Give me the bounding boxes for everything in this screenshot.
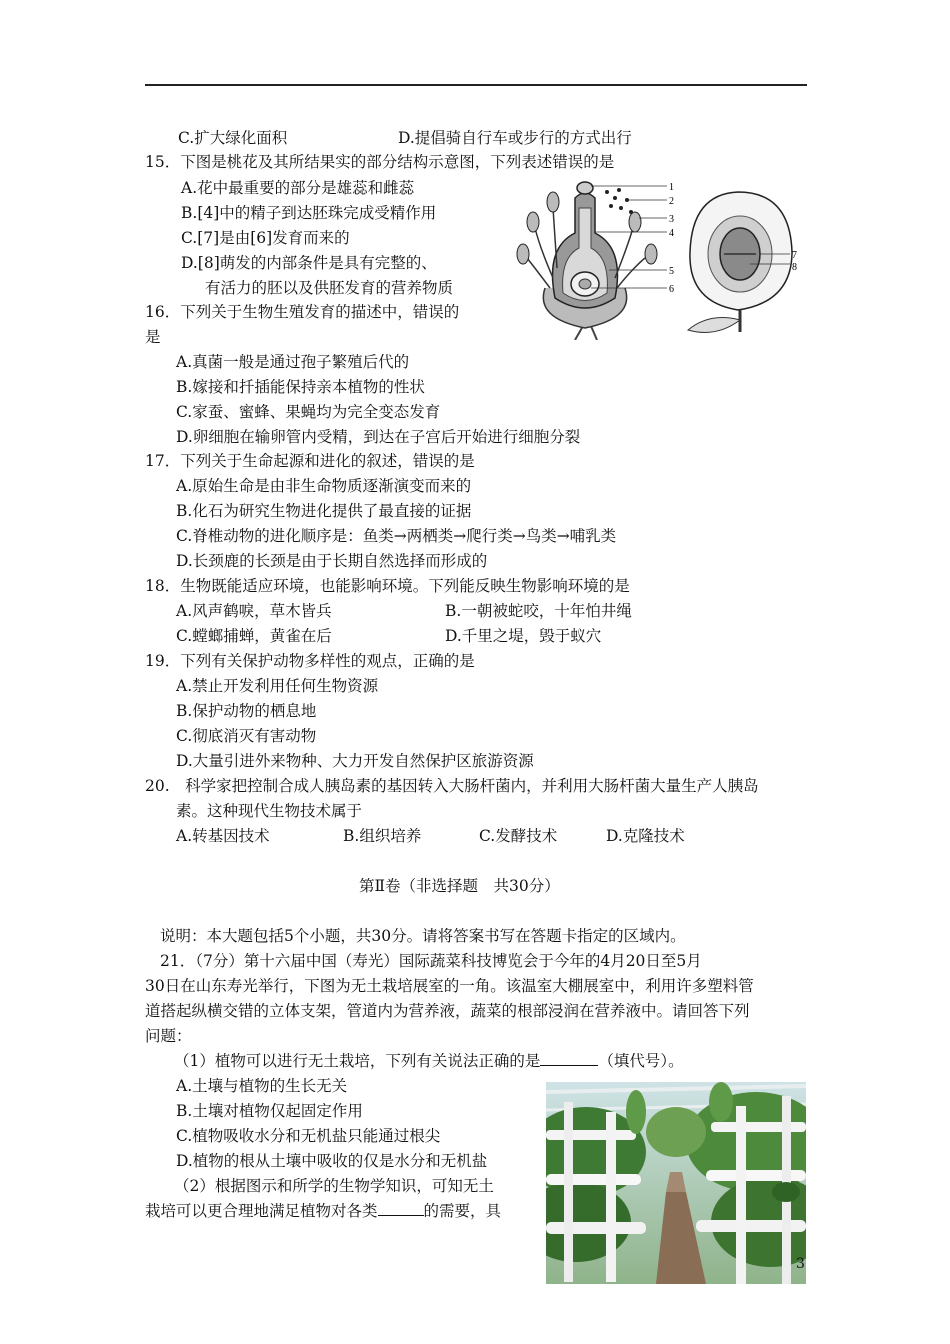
label-8: 8 — [792, 262, 797, 273]
q21-intro-line4: 问题： — [145, 1027, 192, 1045]
q21-part1-blank — [540, 1051, 598, 1066]
q21-part1-text-before: （1）植物可以进行无土栽培，下列有关说法正确的是 — [174, 1052, 541, 1070]
q17-option-a: A.原始生命是由非生命物质逐渐演变而来的 — [176, 477, 472, 495]
page-number: 3 — [796, 1256, 805, 1272]
q16-option-b: B.嫁接和扦插能保持亲本植物的性状 — [176, 378, 425, 396]
q19-stem: 19．下列有关保护动物多样性的观点，正确的是 — [145, 652, 475, 670]
q16-stem: 16．下列关于生物生殖发育的描述中，错误的 — [145, 303, 460, 321]
greenhouse-photo — [546, 1082, 806, 1284]
label-4: 4 — [669, 228, 674, 239]
label-1: 1 — [669, 182, 674, 193]
q19-option-b: B.保护动物的栖息地 — [176, 702, 317, 720]
q21-part2-line2 — [145, 1201, 501, 1221]
q15-option-a: A.花中最重要的部分是雄蕊和雌蕊 — [181, 179, 415, 197]
label-3: 3 — [669, 214, 674, 225]
q21-part2-blank — [378, 1201, 424, 1216]
peach-fruit-diagram — [680, 182, 810, 338]
q16-option-a: A.真菌一般是通过孢子繁殖后代的 — [176, 353, 410, 371]
section-2-note: 说明：本大题包括5个小题，共30分。请将答案书写在答题卡指定的区域内。 — [160, 927, 686, 945]
q15-option-c: C.[7]是由[6]发育而来的 — [181, 229, 350, 247]
q21-part1-option-c: C.植物吸收水分和无机盐只能通过根尖 — [176, 1127, 441, 1145]
q21-intro-line2: 30日在山东寿光举行，下图为无土栽培展室的一角。该温室大棚展室中，利用许多塑料管 — [145, 977, 754, 995]
q21-intro-line1: 21．（7分）第十六届中国（寿光）国际蔬菜科技博览会于今年的4月20日至5月 — [160, 952, 702, 970]
q16-stem-cont: 是 — [145, 328, 161, 346]
q19-option-d: D.大量引进外来物种、大力开发自然保护区旅游资源 — [176, 752, 534, 770]
q21-part1-option-b: B.土壤对植物仅起固定作用 — [176, 1102, 363, 1120]
q20-stem-line2: 素。这种现代生物技术属于 — [176, 802, 363, 820]
section-2-title: 第Ⅱ卷（非选择题 共30分） — [359, 877, 560, 895]
q20-stem-line1: 20. 科学家把控制合成人胰岛素的基因转入大肠杆菌内，并利用大肠杆菌大量生产人胰岛 — [145, 777, 759, 795]
peach-flower-diagram — [505, 178, 685, 340]
q21-part2-line1: （2）根据图示和所学的生物学知识，可知无土 — [174, 1177, 494, 1195]
q21-intro-line3: 道搭起纵横交错的立体支架，管道内为营养液，蔬菜的根部浸润在营养液中。请回答下列 — [145, 1002, 750, 1020]
q21-part2-text-after: 的需要，具 — [423, 1202, 502, 1220]
q20-option-c: C.发酵技术 — [479, 827, 558, 845]
label-6: 6 — [669, 284, 674, 295]
header-rule — [145, 84, 807, 86]
q21-part1-text-after: （填代号）。 — [598, 1052, 684, 1070]
label-2: 2 — [669, 196, 674, 207]
q19-option-a: A.禁止开发利用任何生物资源 — [176, 677, 379, 695]
q21-part1-option-a: A.土壤与植物的生长无关 — [176, 1077, 348, 1095]
q18-option-d: D.千里之堤，毁于蚁穴 — [445, 627, 602, 645]
q18-stem: 18．生物既能适应环境，也能影响环境。下列能反映生物影响环境的是 — [145, 577, 630, 595]
label-7: 7 — [792, 250, 797, 261]
q20-option-a: A.转基因技术 — [176, 827, 270, 845]
q16-option-c: C.家蚕、蜜蜂、果蝇均为完全变态发育 — [176, 403, 441, 421]
q14-option-d: D.提倡骑自行车或步行的方式出行 — [398, 129, 632, 147]
q18-option-c: C.螳螂捕蝉，黄雀在后 — [176, 627, 332, 645]
q21-part1-option-d: D.植物的根从土壤中吸收的仅是水分和无机盐 — [176, 1152, 488, 1170]
q20-option-d: D.克隆技术 — [606, 827, 685, 845]
q17-option-b: B.化石为研究生物进化提供了最直接的证据 — [176, 502, 472, 520]
q15-stem: 15．下图是桃花及其所结果实的部分结构示意图，下列表述错误的是 — [145, 153, 615, 171]
q15-option-d-cont: 有活力的胚以及供胚发育的营养物质 — [205, 279, 454, 297]
q20-option-b: B.组织培养 — [343, 827, 422, 845]
q15-option-d: D.[8]萌发的内部条件是具有完整的、 — [181, 254, 437, 272]
q17-option-d: D.长颈鹿的长颈是由于长期自然选择而形成的 — [176, 552, 488, 570]
label-5: 5 — [669, 266, 674, 277]
q15-option-b: B.[4]中的精子到达胚珠完成受精作用 — [181, 204, 437, 222]
q19-option-c: C.彻底消灭有害动物 — [176, 727, 317, 745]
q17-stem: 17．下列关于生命起源和进化的叙述，错误的是 — [145, 452, 475, 470]
q14-option-c: C.扩大绿化面积 — [178, 129, 288, 147]
q16-option-d: D.卵细胞在输卵管内受精，到达在子宫后开始进行细胞分裂 — [176, 428, 581, 446]
q21-part2-text-before: 栽培可以更合理地满足植物对各类 — [145, 1202, 378, 1220]
q18-option-a: A.风声鹤唳，草木皆兵 — [176, 602, 332, 620]
q18-option-b: B.一朝被蛇咬，十年怕井绳 — [445, 602, 632, 620]
q17-option-c: C.脊椎动物的进化顺序是：鱼类→两栖类→爬行类→鸟类→哺乳类 — [176, 527, 617, 545]
q21-part1-question — [174, 1051, 684, 1071]
